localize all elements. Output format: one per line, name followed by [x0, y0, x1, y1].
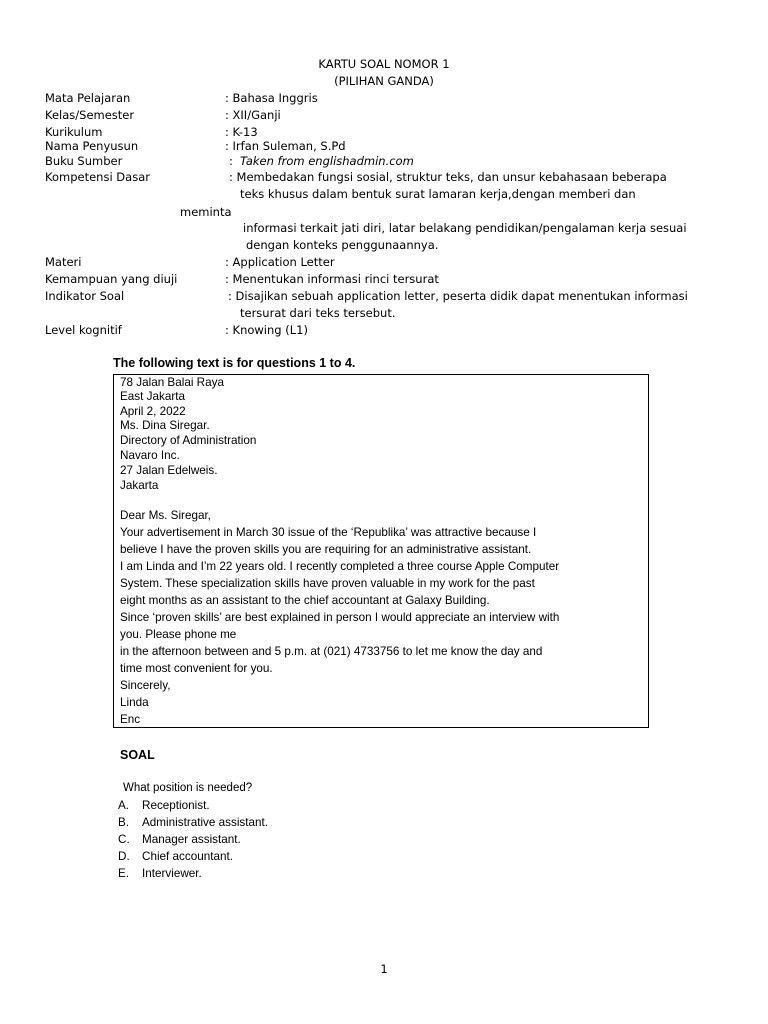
option-letter: B. [118, 816, 130, 829]
letter-line: 78 Jalan Balai Raya [120, 376, 224, 389]
value-kompetensi-line1: : Membedakan fungsi sosial, struktur teks, dan unsur kebahasaan beberapa [229, 170, 667, 184]
label-level: Level kognitif [45, 323, 122, 337]
option-d [118, 850, 233, 864]
letter-line: East Jakarta [120, 390, 185, 403]
option-text: Interviewer. [142, 867, 202, 880]
soal-heading: SOAL [120, 748, 155, 762]
letter-line: you. Please phone me [120, 628, 237, 641]
card-subtitle: (PILIHAN GANDA) [334, 74, 434, 88]
label-penyusun: Nama Penyusun [45, 139, 139, 153]
label-kompetensi: Kompetensi Dasar [45, 170, 150, 184]
label-kemampuan: Kemampuan yang diuji [45, 272, 178, 286]
option-c [118, 833, 241, 847]
letter-line: Dear Ms. Siregar, [120, 509, 211, 522]
letter-line: believe I have the proven skills you are requiring for an administrative assistant. [120, 543, 532, 556]
letter-line: April 2, 2022 [120, 405, 186, 418]
letter-line: Ms. Dina Siregar. [120, 419, 210, 432]
value-level: : Knowing (L1) [225, 323, 308, 337]
card-title: KARTU SOAL NOMOR 1 [318, 57, 450, 71]
value-mata-pelajaran: : Bahasa Inggris [225, 91, 318, 105]
label-indikator: Indikator Soal [45, 289, 125, 303]
option-letter: E. [118, 867, 130, 880]
value-kompetensi-line5: dengan konteks penggunaannya. [246, 238, 439, 252]
option-a [118, 799, 210, 813]
value-indikator-line1: : Disajikan sebuah application letter, peserta didik dapat menentukan informasi [228, 289, 688, 303]
letter-line: System. These specialization skills have proven valuable in my work for the past [120, 577, 535, 590]
label-materi: Materi [45, 255, 82, 269]
letter-line: Jakarta [120, 479, 159, 492]
value-kurikulum: : K-13 [225, 125, 258, 139]
option-text: Manager assistant. [142, 833, 241, 846]
letter-line: in the afternoon between and 5 p.m. at (021) 4733756 to let me know the day and [120, 645, 543, 658]
label-kelas: Kelas/Semester [45, 108, 135, 122]
value-buku-text: Taken from englishadmin.com [240, 154, 414, 168]
label-kurikulum: Kurikulum [45, 125, 103, 139]
letter-line: Linda [120, 696, 149, 709]
letter-line: time most convenient for you. [120, 662, 273, 675]
option-text: Administrative assistant. [142, 816, 269, 829]
value-kelas: : XII/Ganji [225, 108, 281, 122]
label-buku: Buku Sumber [45, 154, 123, 168]
option-e [118, 867, 202, 881]
letter-line: 27 Jalan Edelweis. [120, 464, 218, 477]
letter-line: Your advertisement in March 30 issue of the ‘Republika’ was attractive because I [120, 526, 537, 539]
value-kompetensi-line4: informasi terkait jati diri, latar belakang pendidikan/pengalaman kerja sesuai [243, 221, 687, 235]
value-materi: : Application Letter [225, 255, 335, 269]
letter-line: I am Linda and I’m 22 years old. I recently completed a three course Apple Computer [120, 560, 560, 573]
value-kompetensi-line2: teks khusus dalam bentuk surat lamaran kerja,dengan memberi dan [240, 187, 636, 201]
letter-box [113, 374, 649, 728]
value-indikator-line2: tersurat dari teks tersebut. [240, 306, 396, 320]
value-buku-colon: : [229, 154, 233, 168]
option-text: Receptionist. [142, 799, 210, 812]
question-text: What position is needed? [123, 782, 253, 794]
value-kemampuan: : Menentukan informasi rinci tersurat [225, 272, 439, 286]
letter-line: Enc [120, 713, 141, 726]
option-letter: A. [118, 799, 130, 812]
letter-line: Since ‘proven skills’ are best explained in person I would appreciate an interview with [120, 611, 560, 624]
value-kompetensi-line3: meminta [180, 205, 232, 219]
value-penyusun: : Irfan Suleman, S.Pd [225, 139, 346, 153]
page-number: 1 [380, 962, 388, 976]
letter-line: eight months as an assistant to the chief accountant at Galaxy Building. [120, 594, 490, 607]
option-b [118, 816, 268, 830]
option-letter: D. [118, 850, 130, 863]
label-mata-pelajaran: Mata Pelajaran [45, 91, 131, 105]
letter-line: Directory of Administration [120, 434, 257, 447]
text-intro: The following text is for questions 1 to 4. [113, 356, 356, 370]
letter-line: Sincerely, [120, 679, 171, 692]
option-letter: C. [118, 833, 130, 846]
value-buku [240, 155, 414, 169]
option-text: Chief accountant. [142, 850, 233, 863]
letter-line: Navaro Inc. [120, 449, 180, 462]
